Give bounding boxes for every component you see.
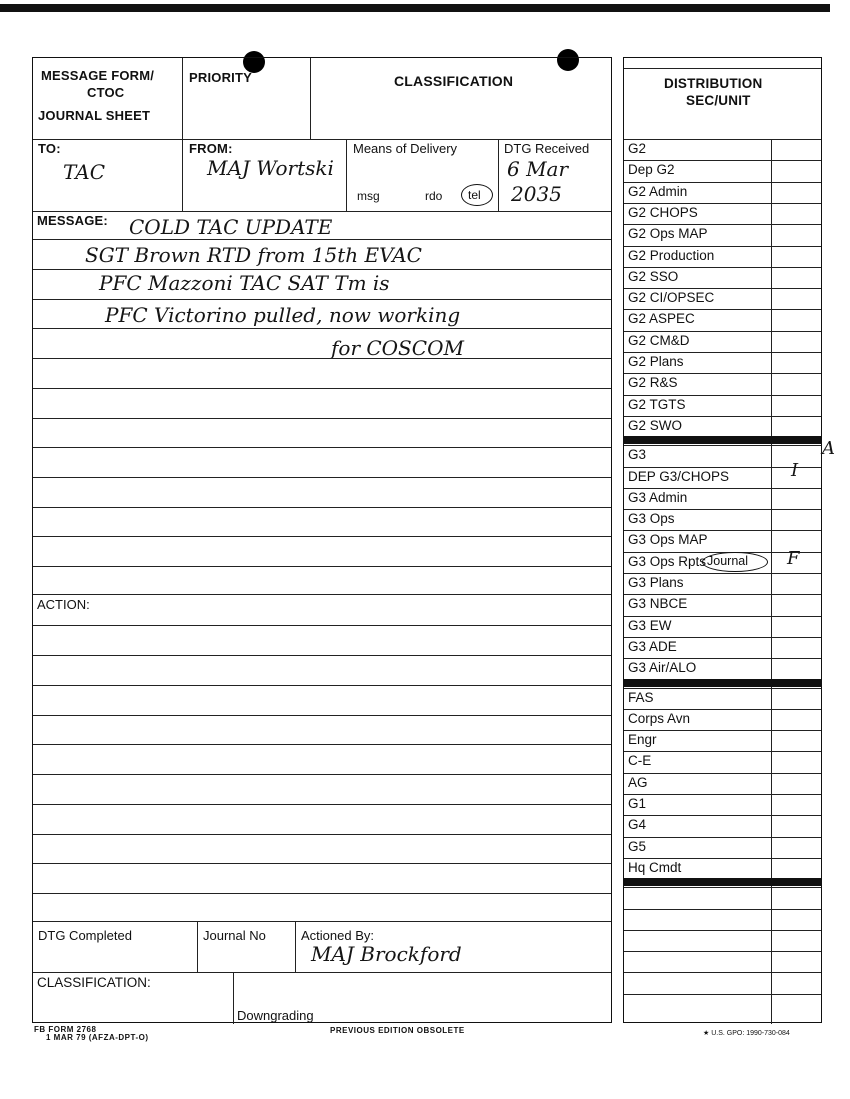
row-line [624,309,821,310]
means-of-delivery-label: Means of Delivery [353,141,458,156]
g2-item: G2 Production [628,247,715,263]
message-line-1: COLD TAC UPDATE [129,215,333,239]
row-line [624,182,821,183]
other-item: AG [628,774,648,790]
g2-item: G2 Ops MAP [628,226,708,242]
footer-gpo: ★ U.S. GPO: 1990-730-084 [703,1030,790,1037]
dtg-completed-label: DTG Completed [38,928,132,943]
message-label: MESSAGE: [37,213,108,228]
row-line [624,751,821,752]
row-line [624,858,821,859]
g2-item: G2 CHOPS [628,204,698,220]
row-line [624,887,821,888]
row-line [624,909,821,910]
section-divider [624,679,821,687]
g3-item: G3 Admin [628,489,688,505]
footer-edition: PREVIOUS EDITION OBSOLETE [330,1026,465,1035]
form-title-line2: CTOC [87,85,125,100]
row-line [624,203,821,204]
g3-item: G3 Ops Rpts [628,553,707,569]
other-item: C-E [628,753,652,769]
row-line [624,530,821,531]
row-line [624,331,821,332]
row-line [624,573,821,574]
journal-circle-label: Journal [707,553,748,568]
row-line [624,815,821,816]
dtg-received-label: DTG Received [504,141,590,156]
g3-item: G3 EW [628,617,672,633]
row-line [624,594,821,595]
row-line [624,373,821,374]
message-line-4: PFC Victorino pulled, now working [105,303,461,327]
row-line [624,951,821,952]
row-line [624,994,821,995]
row-line [624,773,821,774]
row-line [624,139,821,140]
other-item: G1 [628,796,647,811]
row-line [624,730,821,731]
row-line [624,416,821,417]
g3-item: G3 Plans [628,575,684,590]
classification-bottom-label: CLASSIFICATION: [37,975,151,990]
row-line [624,837,821,838]
g2-item: G2 SWO [628,417,683,433]
row-line [624,637,821,638]
row-line [624,688,821,689]
means-tel: tel [468,188,481,202]
g2-item: G2 ASPEC [628,311,695,327]
row-line [624,267,821,268]
section-divider [624,878,821,886]
section-divider [624,436,821,444]
footer-form-date: 1 MAR 79 (AFZA-DPT-O) [46,1033,149,1042]
footer-form-number: FB FORM 2768 [34,1025,97,1034]
g3-item: G3 Ops MAP [628,532,708,548]
g2-item: G2 R&S [628,375,678,391]
row-line [624,509,821,510]
distribution-header-line1: DISTRIBUTION [664,76,763,91]
row-line [624,445,821,446]
g2-item: G2 CM&D [628,332,690,348]
actioned-by-label: Actioned By: [301,928,374,943]
message-line-3: PFC Mazzoni TAC SAT Tm is [99,271,390,295]
g2-item: G2 CI/OPSEC [628,290,715,306]
distribution-header-line2: SEC/UNIT [686,93,751,108]
other-item: G5 [628,838,647,854]
row-line [624,352,821,353]
means-rdo: rdo [425,189,443,203]
g2-item: G2 [628,141,647,156]
action-label: ACTION: [37,597,90,612]
g3-item: G3 [628,447,647,463]
form-title-line3: JOURNAL SHEET [38,108,151,123]
classification-label: CLASSIFICATION [394,73,514,89]
dep-g3-mark: I [791,460,799,481]
row-line [624,246,821,247]
journal-circle [702,552,768,572]
other-item: Engr [628,732,657,748]
row-line [624,395,821,396]
message-line-2: SGT Brown RTD from 15th EVAC [85,243,422,267]
row-line [624,930,821,931]
priority-label: PRIORITY [189,70,252,85]
g3-item: G3 NBCE [628,596,688,612]
form-title-line1: MESSAGE FORM/ [41,68,155,83]
from-label: FROM: [189,141,233,156]
g3-item: G3 Ops [628,511,675,527]
message-form [32,57,612,1023]
actioned-by-value: MAJ Brockford [311,942,462,966]
ops-rpts-mark: F [787,548,800,569]
g3-item: DEP G3/CHOPS [628,468,730,484]
scan-top-edge [0,4,830,12]
means-msg: msg [357,189,380,203]
to-label: TO: [38,141,61,156]
row-line [624,709,821,710]
row-line [624,616,821,617]
dtg-received-date: 6 Mar [507,157,569,181]
distribution-panel [623,57,822,1023]
other-item: Hq Cmdt [628,859,682,875]
g3-item: G3 ADE [628,638,677,654]
from-value: MAJ Wortski [207,156,334,180]
downgrading-label: Downgrading [237,1008,314,1023]
row-line [624,972,821,973]
row-line [624,160,821,161]
g3-mark: A [822,438,835,459]
message-line-5: for COSCOM [331,336,464,360]
g2-item: G2 TGTS [628,396,686,412]
other-item: G4 [628,817,647,833]
g2-item: Dep G2 [628,162,675,178]
other-item: FAS [628,689,654,705]
g2-item: G2 Plans [628,354,684,369]
dtg-received-time: 2035 [511,182,562,206]
row-line [624,488,821,489]
other-item: Corps Avn [628,710,691,726]
journal-no-label: Journal No [203,928,266,943]
g3-item: G3 Air/ALO [628,660,697,676]
row-line [624,224,821,225]
row-line [624,794,821,795]
g2-item: G2 SSO [628,268,679,284]
g2-item: G2 Admin [628,183,688,199]
row-line [624,658,821,659]
row-line [624,288,821,289]
to-value: TAC [63,160,105,184]
